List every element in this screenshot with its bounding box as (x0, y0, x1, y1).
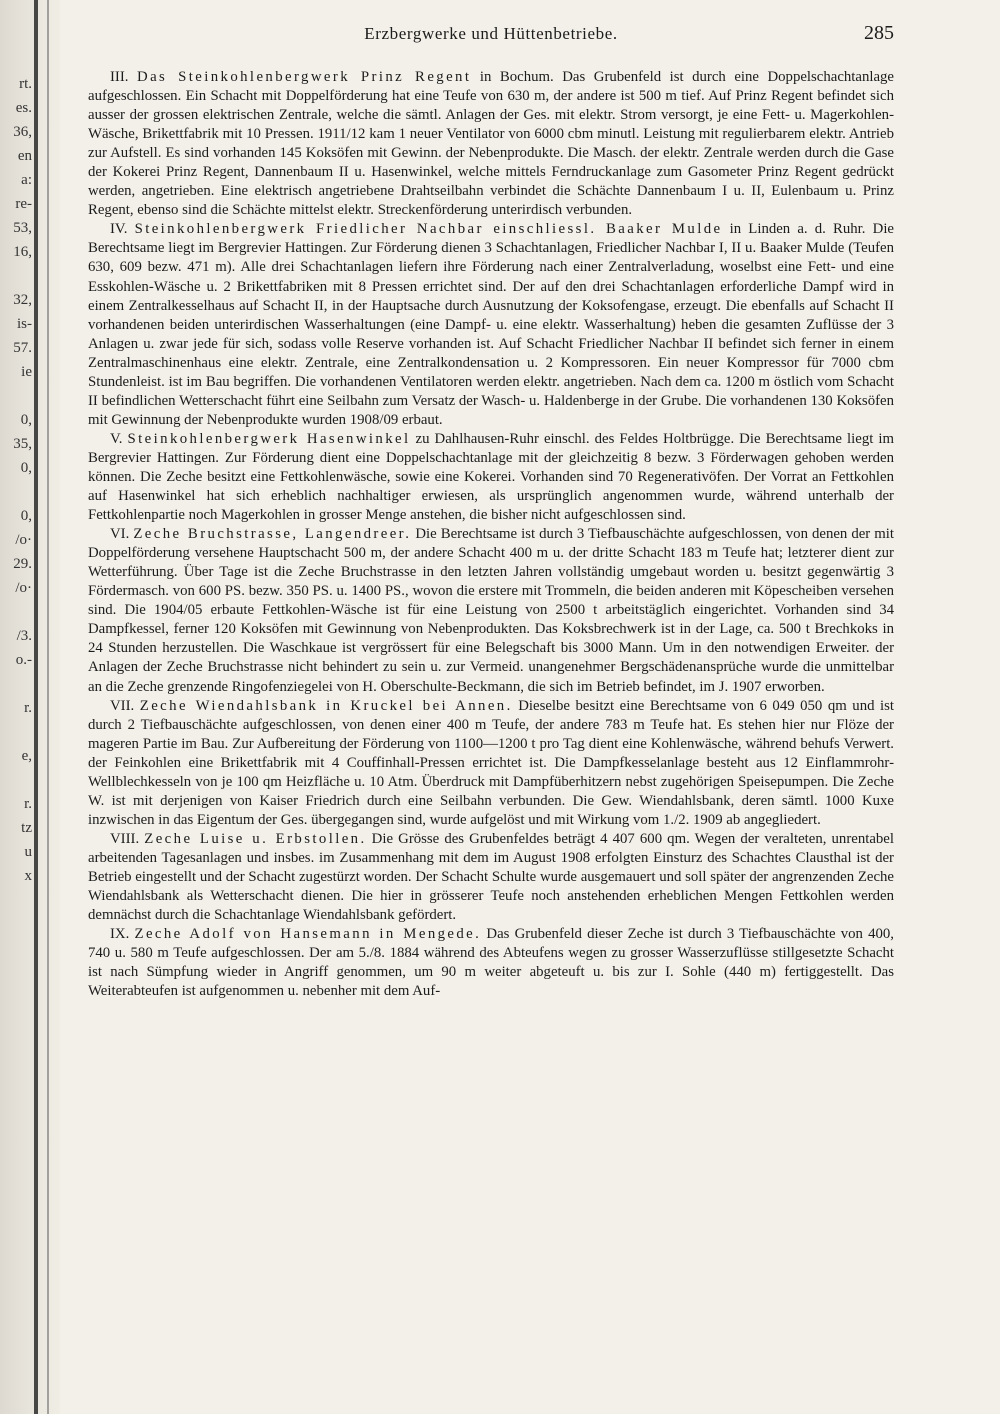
margin-fragment: /o· (15, 532, 32, 548)
margin-fragment: /o· (15, 580, 32, 596)
margin-fragment: 35, (13, 436, 32, 452)
margin-fragment: en (17, 148, 32, 164)
margin-fragment: 0, (20, 508, 32, 524)
margin-fragment: 32, (13, 292, 32, 308)
page-header (88, 24, 894, 48)
section-vi (88, 525, 894, 696)
margin-fragment (0, 384, 32, 408)
section-vii (88, 697, 894, 830)
section-heading: Zeche Wiendahlsbank in Kruckel bei Annen. (139, 697, 513, 714)
margin-fragment: 53, (13, 220, 32, 236)
page-fold-line (47, 0, 49, 1414)
section-number: III. (110, 69, 129, 85)
margin-fragment: r. (24, 700, 32, 716)
margin-fragment: a: (21, 172, 32, 188)
margin-fragment: tz (21, 820, 32, 836)
page-body (88, 68, 894, 1001)
page-fold-shadow (34, 0, 38, 1414)
section-viii (88, 830, 894, 925)
margin-fragment: /3. (16, 628, 32, 644)
margin-fragment: 0, (20, 460, 32, 476)
margin-fragment: 29. (13, 556, 32, 572)
margin-fragment: ie (21, 364, 32, 380)
section-iii (88, 68, 894, 220)
section-heading: Steinkohlenbergwerk Hasenwinkel (127, 430, 411, 447)
section-text: zu Dahlhausen-Ruhr einschl. des Feldes Holtbrügge. Die Berechtsame liegt im Bergrevier Hattingen. Zur Förderung dient eine Doppelschachtanlage mit der gleichzeitig 8 bezw. 3 Förderwagen gehoben werden können. Die Zeche besitzt eine Fettkohlenwäsche, sowie eine Kokerei. Vorhanden sind 70 Regenerativöfen. Der Vorrat an Fettkohlen auf Hasenwinkel hat sich erheblich nachhaltiger erwiesen, als ursprünglich angenommen wurde, während unterhalb der Fettkohlenpartie noch Magerkohlen in grosser Menge anstehen, die bisher nicht aufgeschlossen sind. (88, 430, 894, 524)
section-text: Die Berechtsame ist durch 3 Tiefbauschächte aufgeschlossen, von denen der mit Doppelförderung versehene Hauptschacht 500 m, der andere Schacht 400 m u. der dritte Schacht 183 m Teufe hat; letzterer dient zur Wetterführung. Über Tage ist die Zeche Bruchstrasse in den letzten Jahren vollständig umgebaut worden u. besitzt gegenwärtig 3 Fördermasch. von 600 PS. bezw. 350 PS. u. 1400 PS., wovon die erstere mit Trommeln, die beiden anderen mit Köpescheiben versehen sind. Die 1904/05 erbaute Fettkohlen-Wäsche ist für eine Leistung von 2500 t arbeitstäglich eingerichtet. Vorhanden sind 34 Dampfkessel, ferner 120 Koksöfen mit Gewinnung von Nebenprodukten. Das Koksbrechwerk ist in der Lage, ca. 500 t Brechkoks in 24 Stunden herzustellen. Die Waschkaue ist vergrössert für eine Belegschaft bis 3000 Mann. Um in den notwendigen Erweiter. der Anlagen der Zeche Bruchstrasse nicht behindert zu sein u. zur Vermeid. unangenehmer Bergschädenansprüche wurde die unmittelbar an die Zeche grenzende Ringofenziegelei von H. Oberschulte-Beckmann, die sich im Betrieb befindet, im J. 1907 erworben. (88, 526, 894, 695)
section-text: in Bochum. Das Grubenfeld ist durch eine Doppelschachtanlage aufgeschlossen. Ein Schacht mit Doppelförderung hat eine Teufe von 630 m, der andere ist 500 m tief. Auf Prinz Regent befindet sich ausser der grossen elektrischen Zentrale, welche die sämtl. Anlagen der Ges. mit elektr. Strom versorgt, je eine Fett- u. Magerkohlen-Wäsche, Brikettfabrik mit 10 Pressen. 1911/12 kam 1 neuer Ventilator von 6000 cbm minutl. Leistung mit regulierbarem elektr. Antrieb zur Aufstell. Es sind vorhanden 145 Koksöfen mit Gewinn. der Nebenprodukte. Die Masch. der elektr. Zentrale werden durch die Gase der Kokerei Prinz Regent, Dannenbaum II u. Hasenwinkel, welche mittels Ferndruckanlage zum Gasometer Prinz Regent gedrückt werden, angetrieben. Eine elektrisch angetriebene Drahtseilbahn verbindet die Schächte Dannenbaum I u. II, Eulenbaum u. Prinz Regent, ebenso sind die Schächte mittelst elektr. Streckenförderung unterirdisch verbunden. (88, 69, 895, 219)
section-number: IV. (110, 221, 128, 238)
margin-fragment: x (24, 868, 32, 884)
section-number: VI. (110, 526, 130, 543)
margin-fragment: rt. (19, 76, 32, 92)
margin-fragment (0, 600, 32, 624)
section-heading: Zeche Bruchstrasse, Langendreer. (133, 526, 412, 543)
page-number: 285 (864, 22, 894, 44)
margin-fragment: 0, (20, 412, 32, 428)
margin-fragment: r. (24, 796, 32, 812)
margin-fragment: is- (17, 316, 32, 332)
margin-fragment (0, 720, 32, 744)
margin-fragment: u (24, 844, 32, 860)
section-heading: Zeche Luise u. Erbstollen. (144, 830, 367, 847)
section-ix (88, 925, 894, 1001)
margin-fragment: es. (15, 100, 32, 116)
margin-fragment: 16, (13, 244, 32, 260)
margin-fragment: 57. (13, 340, 32, 356)
section-text: Das Grubenfeld dieser Zeche ist durch 3 Tiefbauschächte von 400, 740 u. 580 m Teufe aufgeschlossen. Der am 5./8. 1884 während des Abteufens wegen zu grosser Wasserzuflüsse stillgesetzte Schacht ist nach Sümpfung wieder in Angriff genommen, um 90 m weiter abgeteuft u. bis zur I. Sohle (440 m) fertiggestellt. Das Weiterabteufen ist aufgenommen u. nebenher mit dem Auf- (88, 926, 895, 1000)
margin-fragment (0, 480, 32, 504)
section-number: VIII. (110, 830, 140, 847)
section-iv (88, 220, 894, 430)
section-number: IX. (110, 926, 130, 943)
margin-fragment (0, 768, 32, 792)
margin-fragment: e, (21, 748, 32, 764)
margin-fragment: o.- (15, 652, 32, 668)
previous-page-margin-fragments (0, 72, 32, 888)
section-heading: Zeche Adolf von Hansemann in Mengede. (134, 926, 482, 943)
section-text: Die Grösse des Grubenfeldes beträgt 4 407 600 qm. Wegen der veralteten, unrentabel arbeitenden Tagesanlagen und insbes. im Zusammenhang mit dem im August 1908 erfolgten Einsturz des Schachtes Clausthal ist der Betrieb eingestellt und der Schacht zugestürzt worden. Der Schacht Schulte wurde ausgemauert und soll später der angrenzenden Zeche Wiendahlsbank als Wetterschacht dienen. Die hier in grösserer Teufe noch anstehenden erheblichen Mengen Fettkohlen werden demnächst durch die Schachtanlage Wiendahlsbank gefördert. (88, 830, 894, 924)
section-v (88, 430, 894, 525)
section-number: VII. (110, 697, 135, 714)
margin-fragment (0, 264, 32, 288)
section-number: V. (110, 430, 123, 447)
section-heading: Steinkohlenbergwerk Friedlicher Nachbar einschliessl. Baaker Mulde (134, 221, 723, 238)
margin-fragment: 36, (13, 124, 32, 140)
running-title: Erzbergwerke und Hüttenbetriebe. (364, 24, 618, 43)
section-text: Dieselbe besitzt eine Berechtsame von 6 049 050 qm und ist durch 2 Tiefbauschächte aufgeschlossen, von denen einer 400 m Teufe, der andere 783 m Teufe hat. Es stehen hier nur Flöze der mageren Partie im Bau. Zur Aufbereitung der Förderung von 1100—1200 t pro Tag dient eine Kohlenwäsche, während behufs Verwert. der Feinkohlen eine Brikettfabrik mit 4 Couffinhall-Pressen errichtet ist. Die Dampfkesselanlage besteht aus 12 Einflammrohr-Wellblechkesseln von je 100 qm Heizfläche u. 10 Atm. Überdruck mit Dampfüberhitzern nebst zugehörigen Speisepumpen. Die Zeche W. ist mit derjenigen von Kaiser Friedrich durch eine Seilbahn verbunden. Die Gew. Wiendahlsbank, deren sämtl. 1000 Kuxe inzwischen in das Eigentum der Ges. übergegangen sind, wurde aufgelöst und mit Wirkung vom 1./2. 1909 ab angegliedert. (88, 697, 894, 828)
margin-fragment (0, 672, 32, 696)
section-heading: Das Steinkohlenbergwerk Prinz Regent (137, 69, 472, 85)
margin-fragment: re- (15, 196, 32, 212)
section-text: in Linden a. d. Ruhr. Die Berechtsame liegt im Bergrevier Hattingen. Zur Förderung dienen 3 Schachtanlagen, Friedlicher Nachbar I, II u. Baaker Mulde (Teufen 630, 609 bezw. 471 m). Alle drei Schachtanlagen liefern ihre Förderung nach einer Zentralverladung, woselbst eine Fett- und eine Esskohlen-Wäsche u. 2 Brikettfabriken mit 8 Pressen errichtet sind. Der auf den drei Schachtanlagen erforderliche Dampf wird in einem Zentralkesselhaus auf Schacht II, in der Hauptsache durch Ausnutzung der Koksofengase, erzeugt. Die ebenfalls auf Schacht II vorhandenen beiden unterirdischen Wasserhaltungen (eine Dampf- u. eine elektr. Wasserhaltung) heben die gesamten Zuflüsse der 3 Anlagen u. zwar jede für sich, sodass volle Reserve vorhanden ist. Auf Schacht Friedlicher Nachbar II befindet sich ferner in einem Zentralmaschinenhaus eine elektr. Zentrale, eine Zentralkondensation u. 2 Kompressoren. Ein neuer Kompressor für 7000 cbm Stundenleist. ist im Bau begriffen. Die vorhandenen Ventilatoren werden elektr. angetrieben. Nach dem ca. 1200 m östlich vom Schacht II befindlichen Wetterschacht führt eine Seilbahn zum Versatz der Wasch- u. Haldenberge in der Grube. Die vorhandenen 130 Koksöfen mit Gewinnung der Nebenprodukte wurden 1908/09 erbaut. (88, 221, 895, 428)
